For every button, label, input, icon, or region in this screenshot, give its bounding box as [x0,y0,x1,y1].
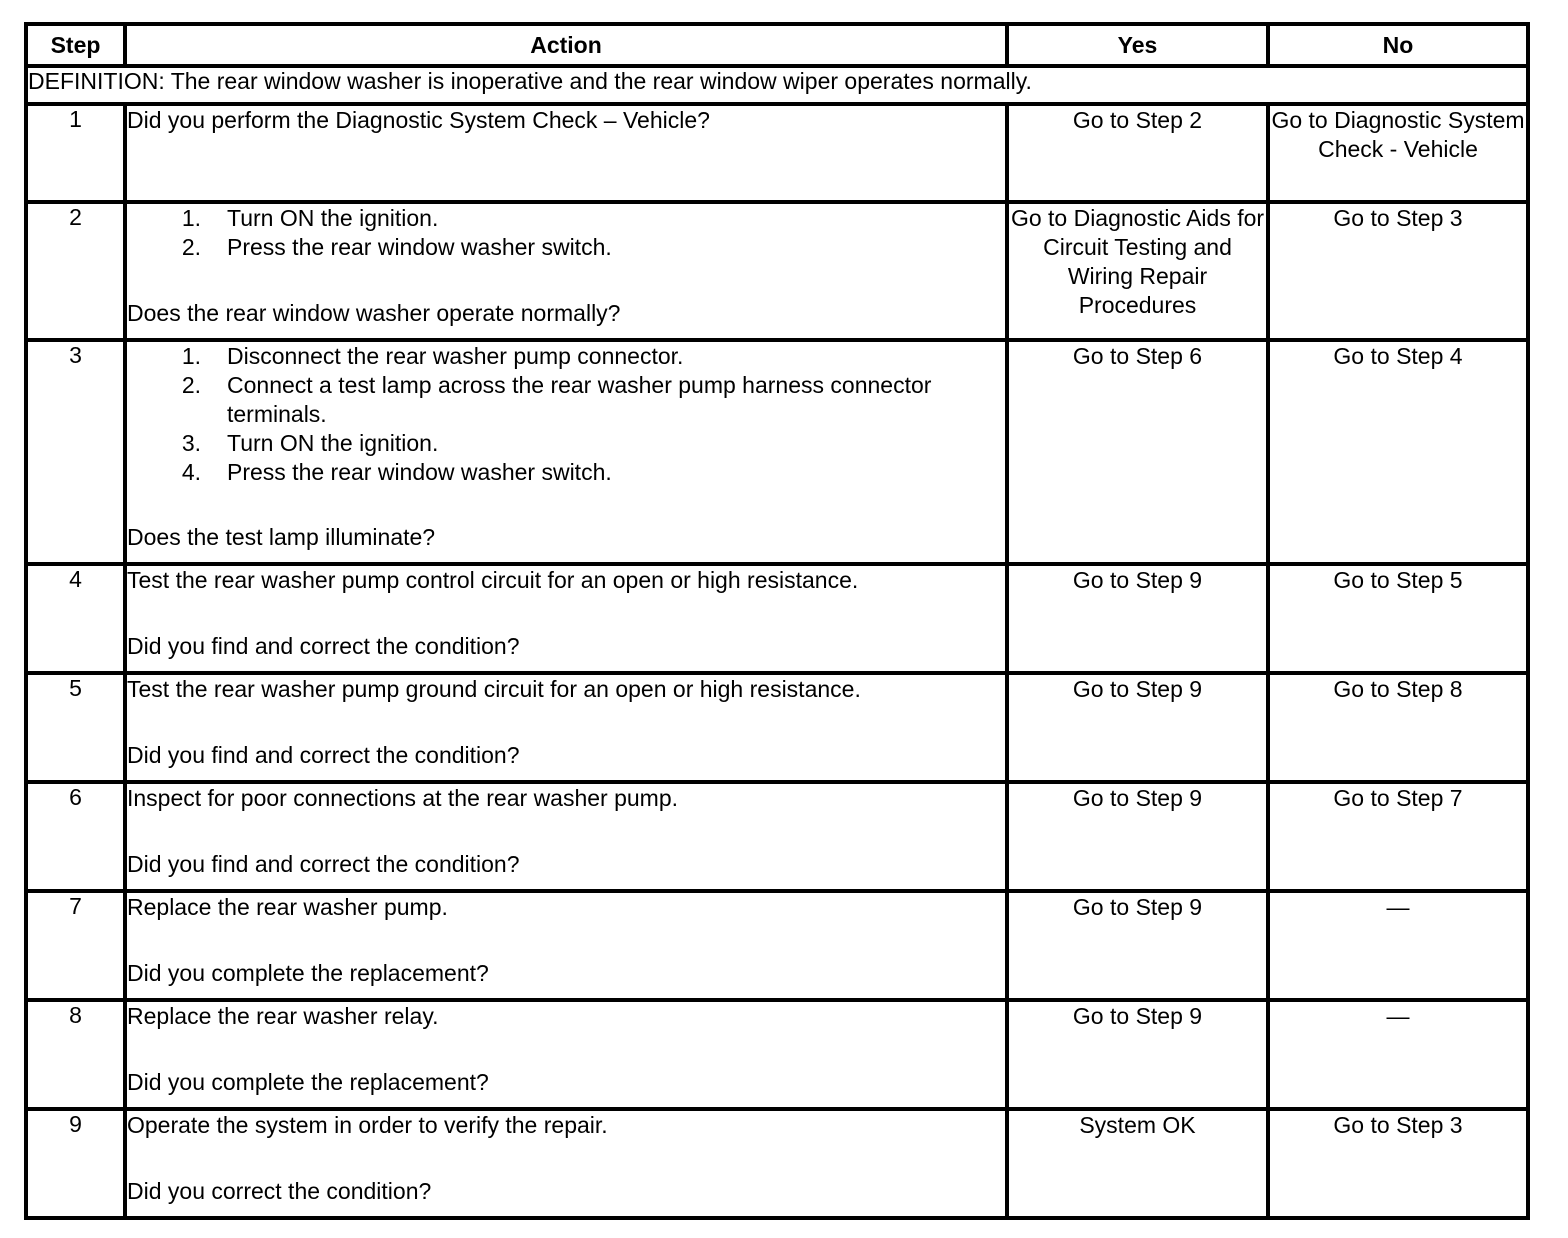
header-action: Action [125,24,1007,66]
header-no: No [1268,24,1528,66]
yes-cell: Go to Step 9 [1007,564,1268,673]
action-question: Did you complete the replacement? [127,1069,489,1095]
substep: Connect a test lamp across the rear washer pump harness connector terminals. [227,372,932,427]
substep-list [127,342,1005,487]
definition-row [26,66,1528,104]
action-question: Does the test lamp illuminate? [127,524,436,550]
step-number: 5 [26,673,125,782]
no-cell: Go to Step 3 [1268,1109,1528,1218]
step-number: 9 [26,1109,125,1218]
yes-cell: System OK [1007,1109,1268,1218]
yes-cell: Go to Step 2 [1007,104,1268,202]
action-text: Inspect for poor connections at the rear washer pump. [127,785,679,811]
step-number: 3 [26,340,125,564]
step-number: 4 [26,564,125,673]
step-number: 6 [26,782,125,891]
action-question: Did you find and correct the condition? [127,851,520,877]
no-cell: — [1268,1000,1528,1109]
substep: Press the rear window washer switch. [227,234,612,260]
diagnostic-table [24,22,1530,1220]
step-number: 7 [26,891,125,1000]
table-row [26,891,1528,1000]
header-step: Step [26,24,125,66]
no-cell: Go to Step 7 [1268,782,1528,891]
substep: Disconnect the rear washer pump connector. [227,343,684,369]
no-cell: Go to Step 8 [1268,673,1528,782]
table-row [26,104,1528,202]
table-row [26,673,1528,782]
substep: Turn ON the ignition. [227,430,439,456]
action-cell [125,673,1007,782]
action-question: Did you complete the replacement? [127,960,489,986]
substep: Press the rear window washer switch. [227,459,612,485]
action-text: Test the rear washer pump control circuit for an open or high resistance. [127,567,859,593]
table-row [26,1109,1528,1218]
action-question: Did you find and correct the condition? [127,633,520,659]
definition-text: DEFINITION: The rear window washer is inoperative and the rear window wiper operates normally. [26,66,1528,104]
action-cell [125,340,1007,564]
yes-cell: Go to Step 9 [1007,891,1268,1000]
yes-cell: Go to Step 9 [1007,782,1268,891]
action-text: Operate the system in order to verify the repair. [127,1112,608,1138]
no-cell: Go to Step 5 [1268,564,1528,673]
step-number: 1 [26,104,125,202]
action-cell [125,104,1007,202]
action-question: Did you correct the condition? [127,1178,432,1204]
yes-cell: Go to Step 9 [1007,1000,1268,1109]
action-cell [125,202,1007,340]
action-text: Replace the rear washer pump. [127,894,448,920]
header-row [26,24,1528,66]
header-yes: Yes [1007,24,1268,66]
action-cell [125,564,1007,673]
no-cell: Go to Step 4 [1268,340,1528,564]
substep-list [127,204,1005,262]
no-cell: — [1268,891,1528,1000]
action-text: Did you perform the Diagnostic System Check – Vehicle? [127,107,710,133]
yes-cell: Go to Step 9 [1007,673,1268,782]
action-cell [125,1109,1007,1218]
substep: Turn ON the ignition. [227,205,439,231]
step-number: 2 [26,202,125,340]
action-text: Replace the rear washer relay. [127,1003,439,1029]
no-cell: Go to Diagnostic System Check - Vehicle [1268,104,1528,202]
action-cell [125,782,1007,891]
table-row [26,564,1528,673]
table-row [26,782,1528,891]
table-row [26,1000,1528,1109]
action-question: Does the rear window washer operate normally? [127,300,621,326]
yes-cell: Go to Diagnostic Aids for Circuit Testing and Wiring Repair Procedures [1007,202,1268,340]
table-row [26,340,1528,564]
table-row [26,202,1528,340]
action-cell [125,1000,1007,1109]
yes-cell: Go to Step 6 [1007,340,1268,564]
no-cell: Go to Step 3 [1268,202,1528,340]
action-text: Test the rear washer pump ground circuit for an open or high resistance. [127,676,861,702]
action-cell [125,891,1007,1000]
step-number: 8 [26,1000,125,1109]
action-question: Did you find and correct the condition? [127,742,520,768]
